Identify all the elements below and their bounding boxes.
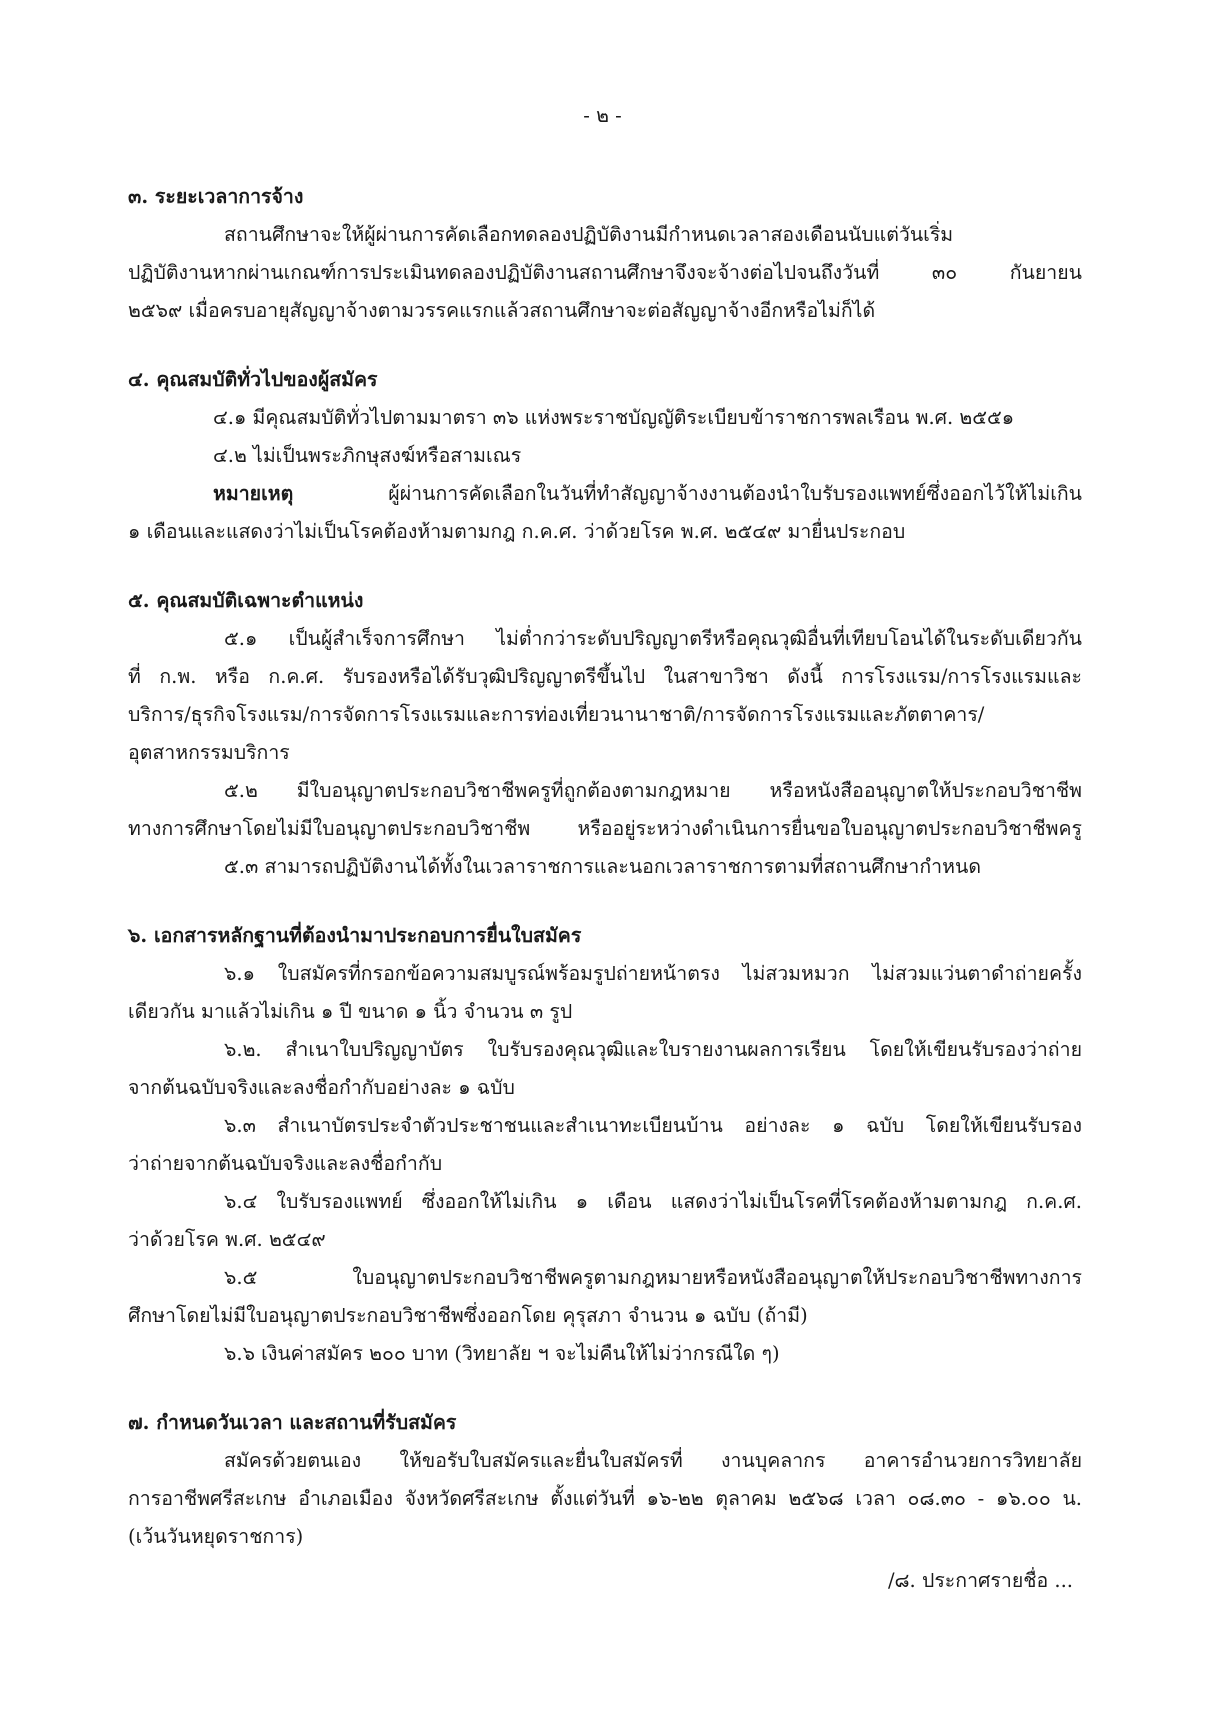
- paragraph-line: ที่ ก.พ. หรือ ก.ค.ศ. รับรองหรือได้รับวุฒิปริญญาตรีขึ้นไป ในสาขาวิชา ดังนี้ การโรงแรม/การโรงแรมและ: [128, 665, 1082, 688]
- section-heading: ๔. คุณสมบัติทั่วไปของผู้สมัคร: [128, 368, 378, 391]
- note-line: ๑ เดือนและแสดงว่าไม่เป็นโรคต้องห้ามตามกฎ ก.ค.ศ. ว่าด้วยโรค พ.ศ. ๒๕๔๙ มายื่นประกอบ: [128, 520, 906, 543]
- paragraph-line: สถานศึกษาจะให้ผู้ผ่านการคัดเลือกทดลองปฏิบัติงานมีกำหนดเวลาสองเดือนนับแต่วันเริ่ม: [224, 223, 954, 246]
- note-label: หมายเหตุ: [213, 482, 294, 505]
- section-heading: ๖. เอกสารหลักฐานที่ต้องนำมาประกอบการยื่นใบสมัคร: [128, 924, 582, 947]
- paragraph-line: ๒๕๖๙ เมื่อครบอายุสัญญาจ้างตามวรรคแรกแล้วสถานศึกษาจะต่อสัญญาจ้างอีกหรือไม่ก็ได้: [128, 299, 876, 322]
- paragraph-line: ๕.๒ มีใบอนุญาตประกอบวิชาชีพครูที่ถูกต้องตามกฎหมาย หรือหนังสืออนุญาตให้ประกอบวิชาชีพ: [224, 779, 1082, 802]
- section-general-qualifications: [128, 361, 1082, 551]
- paragraph-line: ๕.๓ สามารถปฏิบัติงานได้ทั้งในเวลาราชการและนอกเวลาราชการตามที่สถานศึกษากำหนด: [224, 855, 981, 878]
- continuation-note: /๘. ประกาศรายชื่อ ...: [887, 1569, 1073, 1592]
- paragraph-line: ๖.๓ สำเนาบัตรประจำตัวประชาชนและสำเนาทะเบียนบ้าน อย่างละ ๑ ฉบับ โดยให้เขียนรับรอง: [224, 1114, 1082, 1137]
- paragraph-line: ศึกษาโดยไม่มีใบอนุญาตประกอบวิชาชีพซึ่งออกโดย คุรุสภา จำนวน ๑ ฉบับ (ถ้ามี): [128, 1304, 808, 1327]
- paragraph-line: ทางการศึกษาโดยไม่มีใบอนุญาตประกอบวิชาชีพ หรืออยู่ระหว่างดำเนินการยื่นขอใบอนุญาตประกอบวิชาชีพครู: [128, 817, 1082, 840]
- list-item: ๔.๑ มีคุณสมบัติทั่วไปตามมาตรา ๓๖ แห่งพระราชบัญญัติระเบียบข้าราชการพลเรือน พ.ศ. ๒๕๕๑: [213, 406, 1015, 429]
- paragraph-line: ๖.๑ ใบสมัครที่กรอกข้อความสมบูรณ์พร้อมรูปถ่ายหน้าตรง ไม่สวมหมวก ไม่สวมแว่นตาดำถ่ายครั้ง: [224, 962, 1082, 985]
- section-application-schedule: [128, 1404, 1082, 1556]
- paragraph-line: ๖.๖ เงินค่าสมัคร ๒๐๐ บาท (วิทยาลัย ฯ จะไม่คืนให้ไม่ว่ากรณีใด ๆ): [224, 1342, 780, 1365]
- section-heading: ๕. คุณสมบัติเฉพาะตำแหน่ง: [128, 589, 364, 612]
- paragraph-line: ว่าถ่ายจากต้นฉบับจริงและลงชื่อกำกับ: [128, 1152, 443, 1175]
- section-employment-period: [128, 178, 1082, 330]
- paragraph-line: จากต้นฉบับจริงและลงชื่อกำกับอย่างละ ๑ ฉบับ: [128, 1076, 515, 1099]
- document-body: [128, 178, 1082, 1556]
- paragraph-line: การอาชีพศรีสะเกษ อำเภอเมือง จังหวัดศรีสะเกษ ตั้งแต่วันที่ ๑๖-๒๒ ตุลาคม ๒๕๖๘ เวลา ๐๘.๓๐ - ๑๖.๐๐ น.: [128, 1487, 1082, 1510]
- paragraph-line: อุตสาหกรรมบริการ: [128, 741, 290, 764]
- paragraph-line: เดียวกัน มาแล้วไม่เกิน ๑ ปี ขนาด ๑ นิ้ว จำนวน ๓ รูป: [128, 1000, 573, 1023]
- list-item: ๔.๒ ไม่เป็นพระภิกษุสงฆ์หรือสามเณร: [213, 444, 522, 467]
- note-line: [128, 475, 1082, 513]
- paragraph-line: ปฏิบัติงานหากผ่านเกณฑ์การประเมินทดลองปฏิบัติงานสถานศึกษาจึงจะจ้างต่อไปจนถึงวันที่ ๓๐ กันยายน: [128, 261, 1082, 284]
- section-position-qualifications: [128, 582, 1082, 886]
- paragraph-line: บริการ/ธุรกิจโรงแรม/การจัดการโรงแรมและการท่องเที่ยวนานาชาติ/การจัดการโรงแรมและภัตตาคาร/: [128, 703, 985, 726]
- paragraph-line: ๖.๔ ใบรับรองแพทย์ ซึ่งออกให้ไม่เกิน ๑ เดือน แสดงว่าไม่เป็นโรคที่โรคต้องห้ามตามกฎ ก.ค.ศ.: [224, 1190, 1082, 1213]
- note-text: ผู้ผ่านการคัดเลือกในวันที่ทำสัญญาจ้างงานต้องนำใบรับรองแพทย์ซึ่งออกไว้ให้ไม่เกิน: [293, 482, 1082, 505]
- paragraph-line: (เว้นวันหยุดราชการ): [128, 1525, 304, 1548]
- section-heading: ๗. กำหนดวันเวลา และสถานที่รับสมัคร: [128, 1411, 457, 1434]
- paragraph-line: ว่าด้วยโรค พ.ศ. ๒๕๔๙: [128, 1228, 326, 1251]
- section-heading: ๓. ระยะเวลาการจ้าง: [128, 185, 304, 208]
- paragraph-line: ๖.๒. สำเนาใบปริญญาบัตร ใบรับรองคุณวุฒิและใบรายงานผลการเรียน โดยให้เขียนรับรองว่าถ่าย: [224, 1038, 1082, 1061]
- paragraph-line: ๕.๑ เป็นผู้สำเร็จการศึกษา ไม่ต่ำกว่าระดับปริญญาตรีหรือคุณวุฒิอื่นที่เทียบโอนได้ในระดับเดียวกัน: [224, 627, 1082, 650]
- paragraph-line: สมัครด้วยตนเอง ให้ขอรับใบสมัครและยื่นใบสมัครที่ งานบุคลากร อาคารอำนวยการวิทยาลัย: [224, 1449, 1082, 1472]
- section-required-documents: [128, 917, 1082, 1373]
- paragraph-line: ๖.๕ ใบอนุญาตประกอบวิชาชีพครูตามกฎหมายหรือหนังสืออนุญาตให้ประกอบวิชาชีพทางการ: [224, 1266, 1082, 1289]
- page-number: - ๒ -: [583, 104, 622, 127]
